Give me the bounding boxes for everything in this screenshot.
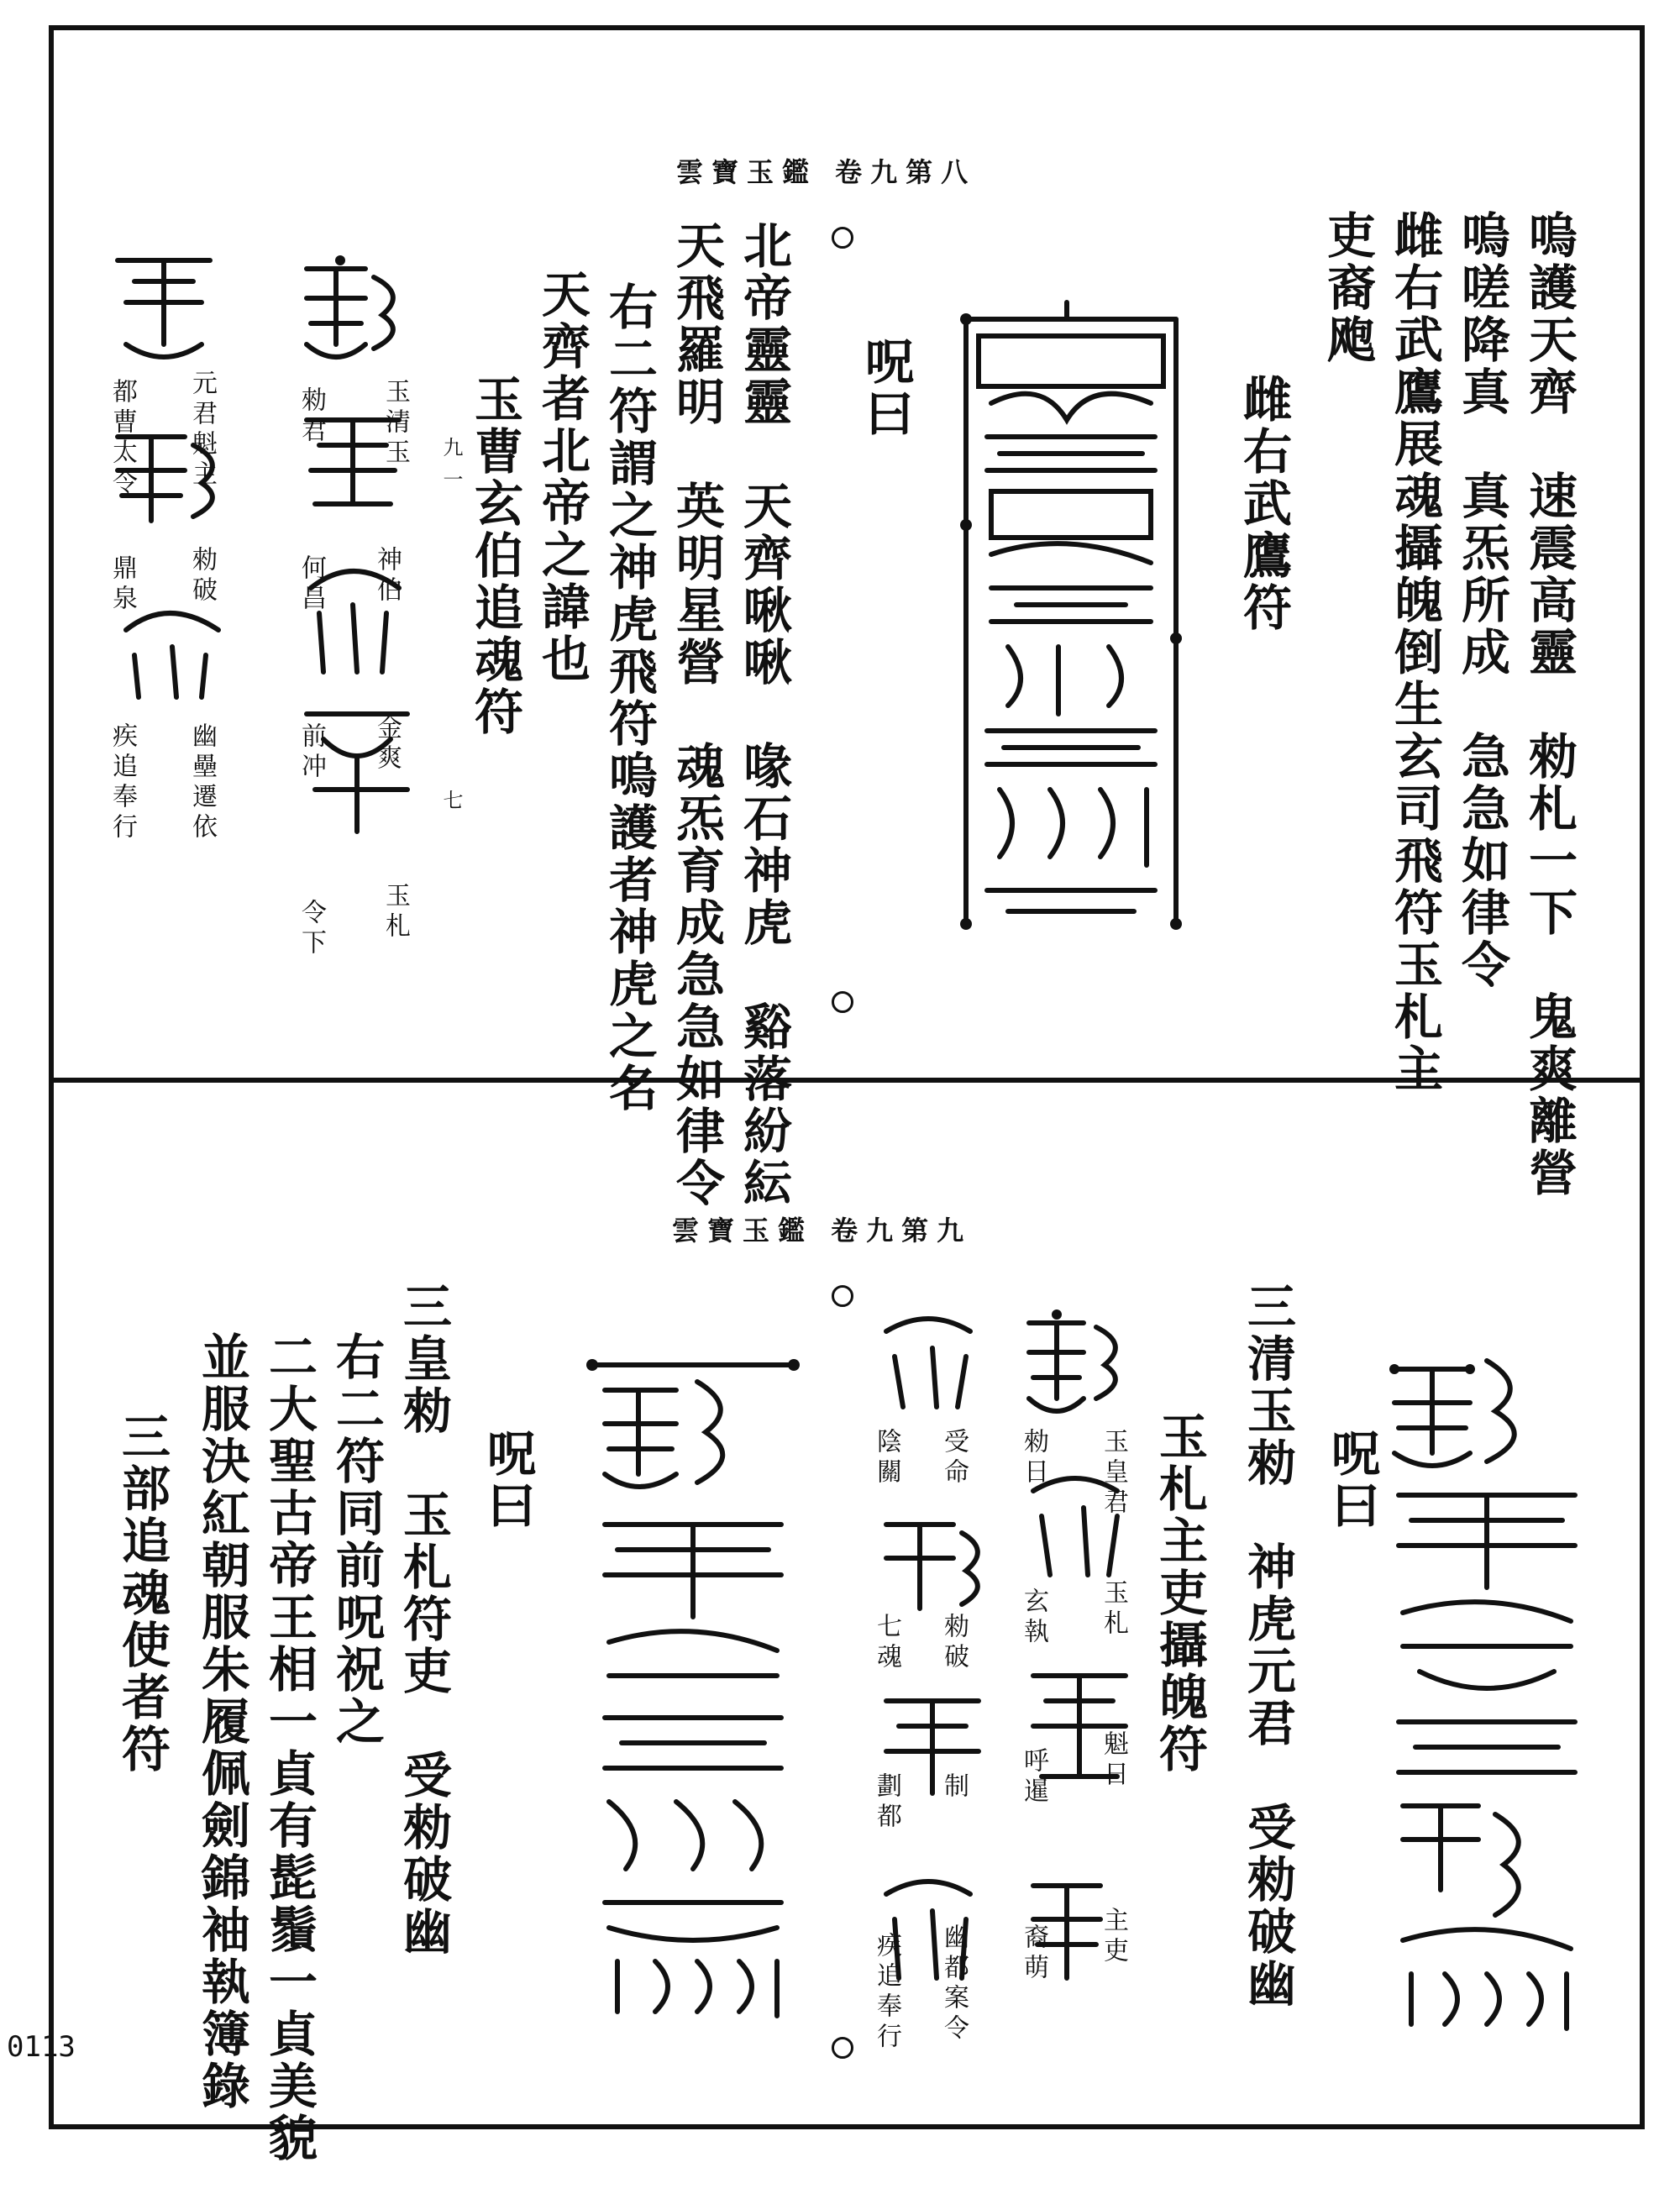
talisman-title: 玉曹玄伯追魂符 bbox=[466, 374, 523, 738]
text-column: 二大聖古帝王相一貞有髭鬚一貞美貌 bbox=[260, 1331, 318, 2165]
seal-note: 陰關 bbox=[872, 1428, 901, 1488]
seal-note: 九一 bbox=[439, 437, 463, 501]
seal-note: 玄執 bbox=[1019, 1588, 1048, 1648]
circle-mark bbox=[832, 227, 853, 249]
circle-mark bbox=[832, 991, 853, 1013]
talisman-title: 三部追魂使者符 bbox=[113, 1411, 171, 1776]
seal-note: 令下 bbox=[297, 899, 326, 959]
seal-note: 元君魁主 bbox=[187, 370, 217, 491]
seal-note: 幽壘遷依 bbox=[187, 722, 217, 843]
text-column: 雌右武鷹展魂攝魄倒生玄司飛符玉札主 bbox=[1386, 210, 1443, 1095]
incantation-label: 呪曰 bbox=[857, 336, 914, 440]
text-column: 並服決紅朝服朱履佩劍錦袖執簿錄 bbox=[193, 1331, 250, 2112]
seal-note: 幽都案令 bbox=[939, 1923, 969, 2044]
seal-note: 呼暹 bbox=[1019, 1747, 1048, 1808]
text-column: 三清玉勑 神虎元君 受勑破幽 bbox=[1239, 1281, 1296, 2010]
seal-note: 七 bbox=[439, 790, 463, 821]
incantation-label: 呪曰 bbox=[479, 1428, 536, 1532]
circle-mark bbox=[832, 1285, 853, 1307]
talisman-title: 雌右武鷹符 bbox=[1235, 374, 1292, 634]
seal-note: 金爽 bbox=[372, 714, 402, 774]
seal-note: 玉札 bbox=[1099, 1579, 1128, 1640]
text-column: 天齊者北帝之諱也 bbox=[533, 269, 591, 685]
seal-note: 劃都 bbox=[872, 1772, 901, 1833]
seal-note: 受命 bbox=[939, 1428, 969, 1488]
seal-note: 前冲 bbox=[297, 722, 326, 783]
seal-note: 疾追奉行 bbox=[108, 722, 137, 843]
talisman-seal bbox=[584, 1348, 802, 2020]
page-header: 雲寶玉鑑 卷九第八 bbox=[676, 156, 977, 188]
text-column: 嗚護天齊 速震高靈 勑札一下 鬼爽離營 bbox=[1520, 210, 1578, 1199]
seal-note: 勑破 bbox=[187, 546, 217, 606]
seal-note: 玉皇君 bbox=[1099, 1428, 1128, 1519]
seal-note: 都曹太令 bbox=[108, 378, 137, 499]
circle-mark bbox=[832, 2037, 853, 2059]
text-column: 北帝靈靈 天齊啾啾 喙石神虎 谿落紛紜 bbox=[735, 220, 792, 1210]
text-column: 嗚嗟降真 真炁所成 急急如律令 bbox=[1453, 210, 1510, 991]
talisman-title: 玉札主吏攝魄符 bbox=[1151, 1411, 1208, 1776]
seal-note: 玉札 bbox=[381, 882, 410, 942]
page-header: 雲寶玉鑑 卷九第九 bbox=[672, 1215, 973, 1246]
seal-note: 裔萌 bbox=[1019, 1923, 1048, 1984]
seal-note: 玉清玉 bbox=[381, 378, 410, 469]
seal-note: 勑破 bbox=[939, 1613, 969, 1673]
text-column: 右二符同前呪祝之 bbox=[328, 1331, 385, 1748]
text-column: 右二符謂之神虎飛符嗚護者神虎之名 bbox=[601, 281, 658, 1115]
talisman-seal bbox=[941, 286, 1201, 958]
seal-note: 疾追奉行 bbox=[872, 1932, 901, 2053]
seal-note: 神伯 bbox=[372, 546, 402, 606]
incantation-label: 呪曰 bbox=[1323, 1428, 1380, 1532]
seal-note: 制 bbox=[939, 1772, 969, 1803]
seal-note: 勑日 bbox=[1019, 1428, 1048, 1488]
seal-note: 鼎泉 bbox=[108, 554, 137, 615]
text-column: 天飛羅明 英明星營 魂炁育成急急如律令 bbox=[668, 220, 725, 1210]
text-column: 三皇勑 玉札符吏 受勑破幽 bbox=[395, 1281, 452, 1958]
seal-note: 何昌 bbox=[297, 554, 326, 615]
seal-note: 魁日 bbox=[1099, 1730, 1128, 1791]
seal-note: 勑君 bbox=[297, 386, 326, 447]
seal-note: 主吏 bbox=[1099, 1907, 1128, 1967]
seal-note: 七魂 bbox=[872, 1613, 901, 1673]
text-column: 吏裔飑 bbox=[1319, 210, 1376, 366]
page-number: 0113 bbox=[7, 2030, 76, 2064]
talisman-seal bbox=[1378, 1336, 1596, 2041]
